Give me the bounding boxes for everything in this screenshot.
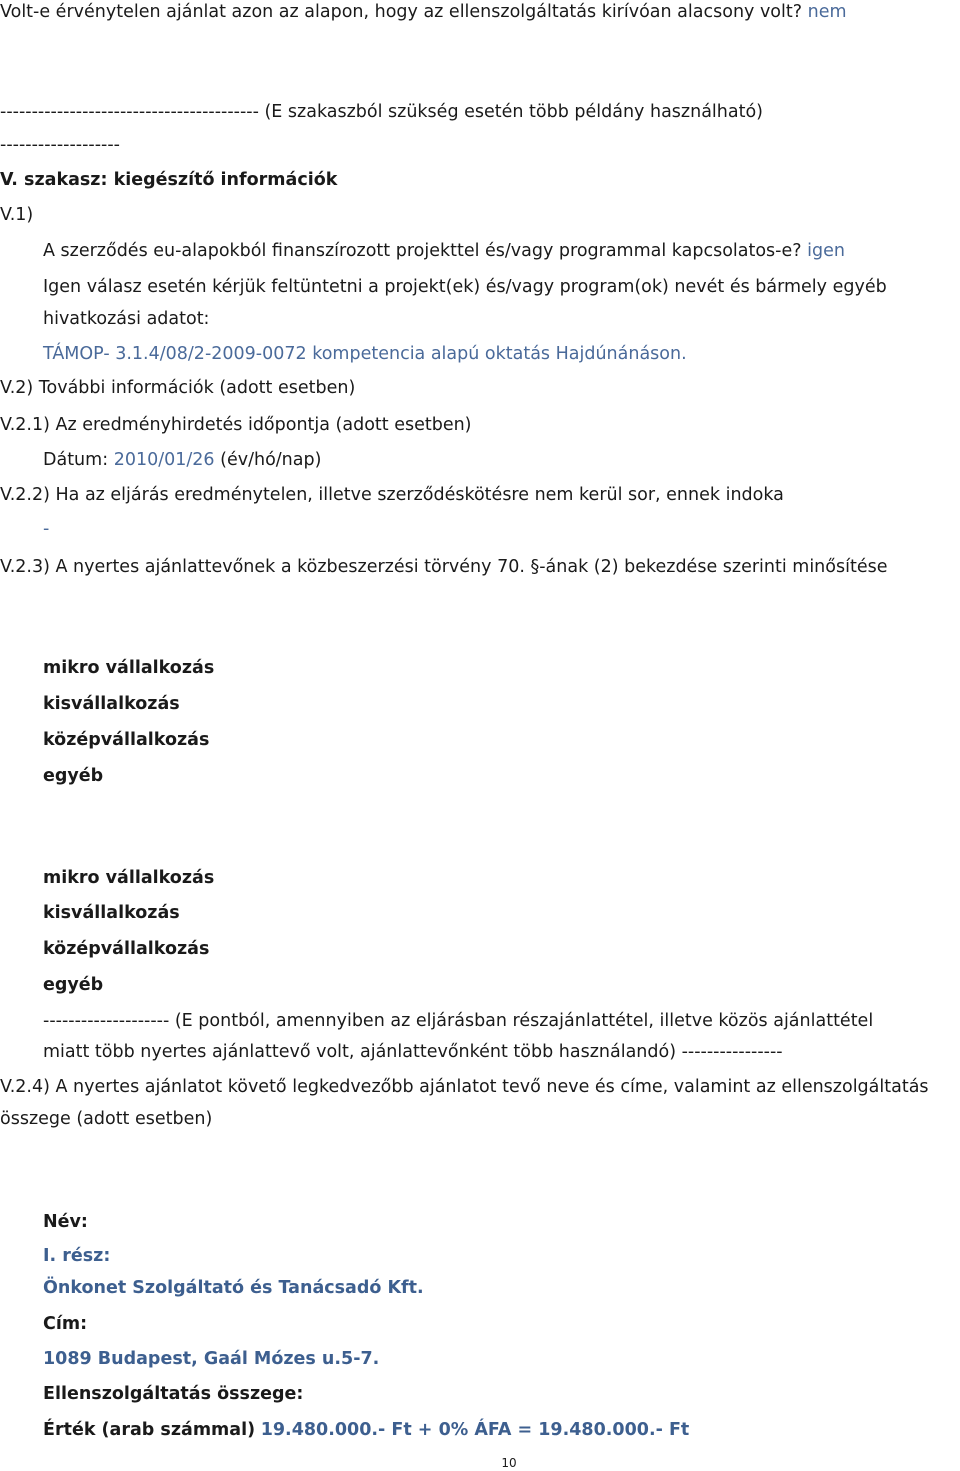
- reason-value: -: [43, 519, 50, 539]
- category-item: egyéb: [43, 975, 104, 995]
- category-item: kisvállalkozás: [43, 903, 180, 923]
- category-item: egyéb: [43, 766, 104, 786]
- address-label: Cím:: [43, 1314, 88, 1334]
- value-line: [43, 1418, 689, 1442]
- address-value: 1089 Budapest, Gaál Mózes u.5-7.: [43, 1349, 380, 1369]
- page-number: 10: [501, 1456, 517, 1470]
- question-low-price: [0, 0, 847, 24]
- project-reference: TÁMOP- 3.1.4/08/2-2009-0072 kompetencia alapú oktatás Hajdúnánáson.: [43, 344, 687, 364]
- subsection-title: V.2.2) Ha az eljárás eredménytelen, illetve szerződéskötésre nem kerül sor, ennek indoka: [0, 485, 784, 505]
- eu-funds-question: [43, 239, 845, 263]
- answer-value: nem: [807, 2, 847, 22]
- instruction-text: Igen válasz esetén kérjük feltüntetni a projekt(ek) és/vagy program(ok) nevét és bármely egyéb: [43, 277, 887, 297]
- consideration-label: Ellenszolgáltatás összege:: [43, 1384, 304, 1404]
- subsection-title-continued: összege (adott esetben): [0, 1109, 213, 1129]
- subsection-title: V.2.3) A nyertes ajánlattevőnek a közbeszerzési törvény 70. §-ának (2) bekezdése szerinti minősítése: [0, 557, 888, 577]
- name-label: Név:: [43, 1212, 88, 1232]
- subsection-title: V.2.4) A nyertes ajánlatot követő legkedvezőbb ajánlatot tevő neve és címe, valamint az ellenszolgáltatás: [0, 1077, 929, 1097]
- category-item: mikro vállalkozás: [43, 868, 215, 888]
- usage-note-continued: miatt több nyertes ajánlattevő volt, ajánlattevőnként több használandó) ----------------: [43, 1042, 783, 1062]
- date-label: Dátum:: [43, 450, 109, 470]
- date-format: (év/hó/nap): [220, 450, 322, 470]
- part-label: I. rész:: [43, 1246, 111, 1266]
- usage-note: -------------------- (E pontból, amennyiben az eljárásban részajánlattétel, illetve közös ajánlattétel: [43, 1011, 874, 1031]
- category-item: mikro vállalkozás: [43, 658, 215, 678]
- category-item: középvállalkozás: [43, 939, 210, 959]
- answer-value: igen: [807, 241, 845, 261]
- instruction-text-continued: hivatkozási adatot:: [43, 309, 210, 329]
- question-text: Volt-e érvénytelen ajánlat azon az alapon, hogy az ellenszolgáltatás kirívóan alacsony volt?: [0, 2, 803, 22]
- separator-line: ----------------------------------------- (E szakaszból szükség esetén több példány használható): [0, 102, 763, 122]
- date-value: 2010/01/26: [113, 450, 215, 470]
- question-text: A szerződés eu-alapokból finanszírozott projekttel és/vagy programmal kapcsolatos-e?: [43, 241, 802, 261]
- company-name: Önkonet Szolgáltató és Tanácsadó Kft.: [43, 1278, 424, 1298]
- subsection-title: V.2.1) Az eredményhirdetés időpontja (adott esetben): [0, 415, 472, 435]
- section-title: V. szakasz: kiegészítő információk: [0, 170, 338, 190]
- category-item: kisvállalkozás: [43, 694, 180, 714]
- value-amount: 19.480.000.- Ft + 0% ÁFA = 19.480.000.- Ft: [260, 1420, 690, 1440]
- result-date: [43, 448, 321, 472]
- subsection-title: V.2) További információk (adott esetben): [0, 378, 356, 398]
- separator-line-continued: -------------------: [0, 135, 120, 155]
- category-item: középvállalkozás: [43, 730, 210, 750]
- item-number: V.1): [0, 205, 34, 225]
- value-label: Érték (arab számmal): [43, 1420, 256, 1440]
